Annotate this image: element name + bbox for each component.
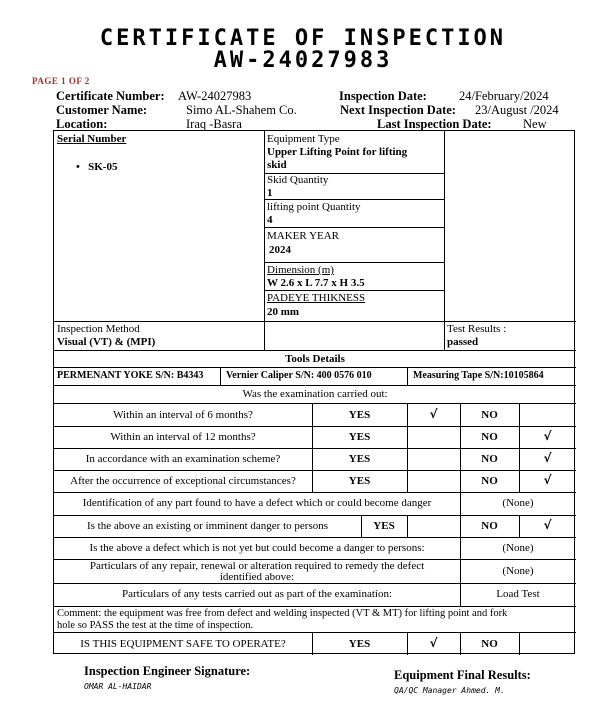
tool-caliper: Vernier Caliper S/N: 400 0576 010 [226, 370, 372, 381]
inspection-method-value: Visual (VT) & (MPI) [57, 336, 156, 348]
comment-line-1: Comment: the equipment was free from defect and welding inspected (VT & MT) for lifting point and fork [57, 608, 508, 619]
padeye-thickness-value: 20 mm [267, 306, 300, 318]
check-mark-icon: √ [429, 636, 438, 650]
tests-label: Particulars of any tests carried out as part of the examination: [121, 588, 393, 600]
check-mark-icon: √ [543, 429, 552, 443]
danger-yes: YES [373, 520, 395, 532]
safe-no: NO [481, 638, 498, 650]
equipment-type-value: Upper Lifting Point for lifting [267, 146, 408, 158]
tool-yoke: PERMENANT YOKE S/N: B4343 [57, 370, 204, 381]
manager-signature: QA/QC Manager Ahmed. M. [394, 686, 505, 695]
certificate-title: CERTIFICATE OF INSPECTION [99, 26, 507, 51]
tool-measuring-tape: Measuring Tape S/N:10105864 [413, 370, 544, 381]
comment-line-2: hole so PASS the test at the time of inspection. [57, 620, 254, 631]
serial-number-label: Serial Number [57, 133, 127, 145]
location-value: Iraq -Basra [186, 117, 242, 131]
inspection-method-label: Inspection Method [57, 323, 140, 335]
next-inspection-value: 23/August /2024 [475, 103, 559, 117]
last-inspection-value: New [523, 117, 547, 131]
last-inspection-label: Last Inspection Date: [377, 117, 492, 131]
final-results-label: Equipment Final Results: [394, 668, 531, 682]
dimension-label: Dimension (m) [267, 264, 334, 276]
tools-details-heading: Tools Details [285, 353, 345, 365]
dimension-value: W 2.6 x L 7.7 x H 3.5 [267, 277, 365, 289]
padeye-thickness-label: PADEYE THIKNESS [267, 292, 366, 304]
engineer-signature-label: Inspection Engineer Signature: [84, 664, 251, 678]
maker-year-label: MAKER YEAR [267, 230, 340, 242]
safe-yes: YES [348, 638, 371, 650]
danger-question-label: Is the above an existing or imminent danger to persons [86, 520, 329, 532]
inspection-date-label: Inspection Date: [339, 89, 427, 103]
customer-name-value: Simo AL-Shahem Co. [186, 103, 297, 117]
lifting-point-quantity-label: lifting point Quantity [267, 201, 361, 213]
check-mark-icon: √ [543, 518, 552, 532]
header-row-2 [53, 103, 575, 117]
danger-no: NO [481, 520, 498, 532]
engineer-signature: OMAR AL-HAIDAR [84, 682, 152, 691]
defect-identification-value: (None) [502, 497, 534, 509]
check-mark-icon: √ [543, 473, 552, 487]
cert-number-value: AW-24027983 [178, 89, 252, 103]
lifting-point-quantity-value: 4 [267, 214, 273, 226]
cert-number-label: Certificate Number: [56, 89, 165, 103]
future-danger-label: Is the above a defect which is not yet but could become a danger to persons: [89, 542, 425, 554]
inspection-table: Serial Number • SK-05 Equipment Type Upper Lifting Point for lifting skid Skid Quantity 1 lifting point Quantity 4 MAKER YEAR 2024 Dimension (m) W 2.6 x L 7.7 x H 3.5 PADEYE THIKNESS 20 mm Inspection Method Visual (VT) & (MPI) Test Results : passed Tools Details PERMENANT YOKE S/N: B4343 Vernier Caliper S/N: 400 0576 010 Measuring Tape S/N:10105864 Was the examination carried out: Within an interval of 6 months? YES √ NO Within an interval of 12 months? YES NO √ In accordance with an examination scheme? YES NO √ After the occurrence of exceptional circumstances? YES NO √ Identification of any part found to have a defect which or could become danger (None) Is the above an existing or imminent danger to persons YES NO √ Is the above a defect which is not yet but could become a danger to persons: (None) Particulars of any repair, renewal or alteration required to remedy the defect identified above: (None) Particulars of any tests carried out as part of the examination: Load Test Comment: the equipment was free from defect and welding inspected (VT & MT) for lifting point and fork hole so PASS the test at the time of inspection. IS THIS EQUIPMENT SAFE TO OPERATE? YES √ NO [53, 130, 575, 654]
tests-value: Load Test [496, 588, 540, 600]
serial-number-item: • SK-05 [76, 161, 118, 173]
equipment-type-value-2: skid [267, 159, 287, 171]
certificate-number-title: AW-24027983 [213, 48, 393, 73]
test-results-label: Test Results : [447, 323, 507, 335]
header-row-3 [53, 117, 575, 131]
next-inspection-label: Next Inspection Date: [340, 103, 456, 117]
skid-quantity-label: Skid Quantity [267, 174, 329, 186]
location-label: Location: [56, 117, 108, 131]
future-danger-value: (None) [502, 542, 534, 554]
maker-year-value: 2024 [269, 244, 291, 256]
equipment-type-label: Equipment Type [267, 133, 340, 145]
inspection-date-value: 24/February/2024 [459, 89, 549, 103]
test-results-value: passed [447, 336, 479, 348]
defect-identification-label: Identification of any part found to have a defect which or could become danger [82, 497, 432, 509]
customer-name-label: Customer Name: [56, 103, 148, 117]
repair-label-2: identified above: [219, 571, 295, 583]
examination-question: Was the examination carried out: [242, 388, 388, 400]
check-mark-icon: √ [543, 451, 552, 465]
skid-quantity-value: 1 [267, 187, 273, 199]
repair-value: (None) [502, 565, 534, 577]
page-indicator: PAGE 1 OF 2 [32, 76, 90, 86]
repair-label: Particulars of any repair, renewal or alteration required to remedy the defect [89, 560, 425, 572]
header-row-1 [53, 89, 575, 103]
safe-question-label: IS THIS EQUIPMENT SAFE TO OPERATE? [80, 638, 286, 650]
check-mark-icon: √ [429, 407, 438, 421]
